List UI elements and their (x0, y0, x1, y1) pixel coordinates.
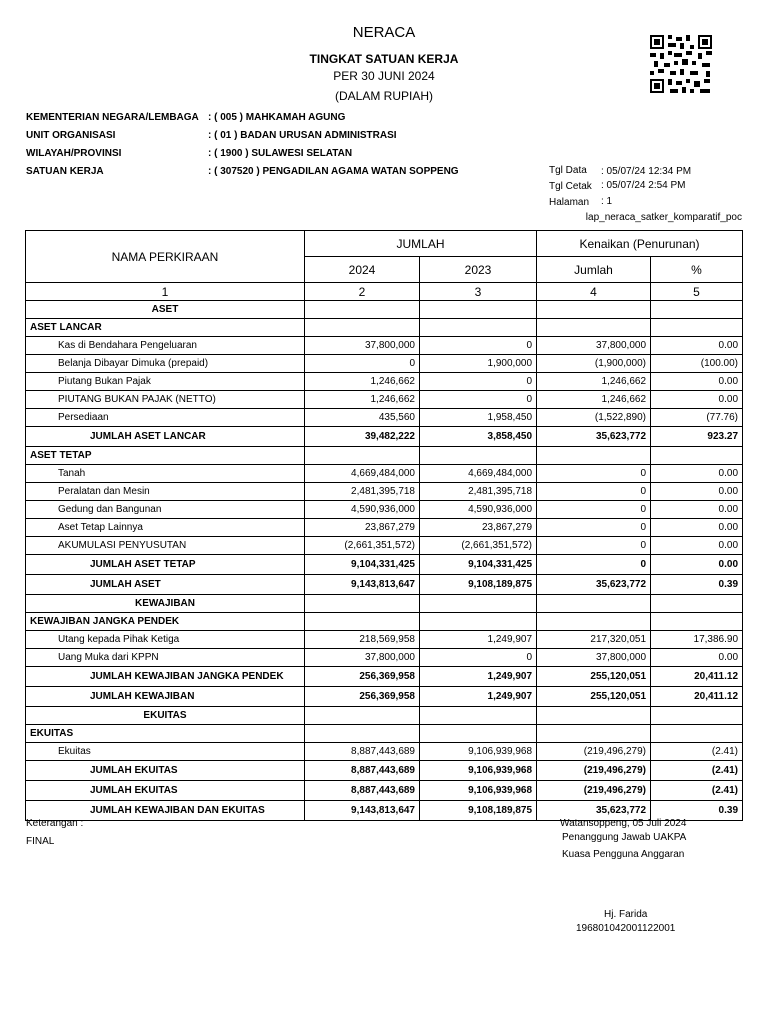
value-2024: 8,887,443,689 (305, 781, 420, 801)
row-name: ASET TETAP (26, 447, 305, 465)
row-name: JUMLAH EKUITAS (26, 761, 305, 781)
value-2024 (305, 447, 420, 465)
change-pct: 20,411.12 (651, 687, 743, 707)
change-pct (651, 301, 743, 319)
change-amount: 255,120,051 (537, 667, 651, 687)
signer-role-1: Penanggung Jawab UAKPA (562, 832, 687, 843)
table-row (26, 465, 743, 483)
row-name: JUMLAH ASET (26, 575, 305, 595)
table-row (26, 391, 743, 409)
col-header-jumlah: JUMLAH (305, 231, 537, 257)
note-value: FINAL (26, 836, 55, 847)
value-2023: 4,669,484,000 (420, 465, 537, 483)
value-2024: 9,143,813,647 (305, 575, 420, 595)
change-amount: (1,900,000) (537, 355, 651, 373)
change-pct: 0.39 (651, 575, 743, 595)
value-2024 (305, 595, 420, 613)
change-amount: 0 (537, 555, 651, 575)
row-name: AKUMULASI PENYUSUTAN (26, 537, 305, 555)
signer-nip: 196801042001122001 (576, 923, 676, 934)
row-name: Peralatan dan Mesin (26, 483, 305, 501)
total-row (26, 761, 743, 781)
change-amount: 1,246,662 (537, 391, 651, 409)
row-name: ASET LANCAR (26, 319, 305, 337)
info-label-kementerian: KEMENTERIAN NEGARA/LEMBAGA (26, 112, 199, 123)
value-2023: (2,661,351,572) (420, 537, 537, 555)
col-index: 1 (26, 283, 305, 301)
change-pct: 0.00 (651, 555, 743, 575)
row-name: Belanja Dibayar Dimuka (prepaid) (26, 355, 305, 373)
change-amount: 0 (537, 519, 651, 537)
value-2024: 1,246,662 (305, 373, 420, 391)
change-amount (537, 301, 651, 319)
value-2023: 2,481,395,718 (420, 483, 537, 501)
report-subtitle: TINGKAT SATUAN KERJA (309, 52, 459, 66)
value-2024: 256,369,958 (305, 667, 420, 687)
meta-label-halaman: Halaman (549, 197, 590, 208)
value-2023 (420, 301, 537, 319)
change-pct: 0.00 (651, 649, 743, 667)
note-label: Keterangan : (26, 818, 84, 829)
row-name: Piutang Bukan Pajak (26, 373, 305, 391)
place-date: Watansoppeng, 05 Juli 2024 (560, 818, 687, 829)
report-code: lap_neraca_satker_komparatif_poc (585, 212, 742, 223)
value-2023: 0 (420, 391, 537, 409)
meta-value-halaman: : 1 (601, 196, 613, 207)
info-label-wilayah: WILAYAH/PROVINSI (26, 148, 122, 159)
balance-sheet-table (25, 230, 743, 821)
meta-value-tgl-cetak: : 05/07/24 2:54 PM (601, 180, 686, 191)
info-value-wilayah: : ( 1900 ) SULAWESI SELATAN (208, 148, 353, 159)
row-name: Persediaan (26, 409, 305, 427)
row-name: Kas di Bendahara Pengeluaran (26, 337, 305, 355)
row-name: JUMLAH KEWAJIBAN (26, 687, 305, 707)
value-2024: 8,887,443,689 (305, 743, 420, 761)
value-2024: 39,482,222 (305, 427, 420, 447)
change-amount (537, 613, 651, 631)
change-amount: 0 (537, 483, 651, 501)
change-pct: 0.00 (651, 465, 743, 483)
change-pct (651, 595, 743, 613)
total-row (26, 427, 743, 447)
change-pct: 0.00 (651, 391, 743, 409)
value-2024: 9,104,331,425 (305, 555, 420, 575)
change-amount: 35,623,772 (537, 427, 651, 447)
row-name: KEWAJIBAN (26, 595, 305, 613)
total-row (26, 667, 743, 687)
value-2023: 23,867,279 (420, 519, 537, 537)
change-amount: (219,496,279) (537, 761, 651, 781)
balance-sheet-body (26, 301, 743, 821)
col-header-pct: % (651, 257, 743, 283)
row-name: ASET (26, 301, 305, 319)
table-row (26, 355, 743, 373)
row-name: JUMLAH KEWAJIBAN JANGKA PENDEK (26, 667, 305, 687)
value-2023: 9,106,939,968 (420, 781, 537, 801)
value-2024: 256,369,958 (305, 687, 420, 707)
change-pct (651, 447, 743, 465)
value-2024: 0 (305, 355, 420, 373)
value-2023: 0 (420, 373, 537, 391)
change-pct (651, 707, 743, 725)
value-2023 (420, 595, 537, 613)
info-value-unit-organisasi: : ( 01 ) BADAN URUSAN ADMINISTRASI (208, 130, 397, 141)
table-row (26, 519, 743, 537)
change-amount (537, 447, 651, 465)
change-pct: (2.41) (651, 743, 743, 761)
meta-value-tgl-data: : 05/07/24 12:34 PM (601, 166, 692, 177)
col-index: 4 (537, 283, 651, 301)
value-2024: 2,481,395,718 (305, 483, 420, 501)
change-amount: 37,800,000 (537, 337, 651, 355)
change-pct: (2.41) (651, 761, 743, 781)
change-pct: 0.00 (651, 373, 743, 391)
value-2023 (420, 319, 537, 337)
value-2024: 37,800,000 (305, 337, 420, 355)
value-2024: (2,661,351,572) (305, 537, 420, 555)
col-index: 2 (305, 283, 420, 301)
row-name: EKUITAS (26, 707, 305, 725)
table-row (26, 409, 743, 427)
value-2023: 1,958,450 (420, 409, 537, 427)
group-row (26, 319, 743, 337)
row-name: JUMLAH EKUITAS (26, 781, 305, 801)
change-amount: (219,496,279) (537, 743, 651, 761)
row-name: JUMLAH KEWAJIBAN DAN EKUITAS (26, 801, 305, 821)
total-row (26, 555, 743, 575)
value-2024: 23,867,279 (305, 519, 420, 537)
row-name: Tanah (26, 465, 305, 483)
change-pct (651, 319, 743, 337)
value-2024 (305, 725, 420, 743)
section-row (26, 707, 743, 725)
change-pct: 0.39 (651, 801, 743, 821)
change-amount: 0 (537, 501, 651, 519)
group-row (26, 613, 743, 631)
value-2024: 9,143,813,647 (305, 801, 420, 821)
signer-role-2: Kuasa Pengguna Anggaran (562, 849, 685, 860)
value-2023 (420, 725, 537, 743)
table-row (26, 743, 743, 761)
change-pct: 0.00 (651, 501, 743, 519)
change-amount: 0 (537, 537, 651, 555)
col-header-amount: Jumlah (537, 257, 651, 283)
value-2023: 0 (420, 649, 537, 667)
change-pct (651, 613, 743, 631)
signer-name: Hj. Farida (604, 909, 648, 920)
row-name: Utang kepada Pihak Ketiga (26, 631, 305, 649)
table-row (26, 373, 743, 391)
change-amount: (219,496,279) (537, 781, 651, 801)
table-row (26, 483, 743, 501)
value-2023: 9,108,189,875 (420, 575, 537, 595)
value-2023: 1,249,907 (420, 631, 537, 649)
col-index: 3 (420, 283, 537, 301)
value-2023 (420, 613, 537, 631)
report-period: PER 30 JUNI 2024 (333, 69, 435, 83)
row-name: KEWAJIBAN JANGKA PENDEK (26, 613, 305, 631)
table-row (26, 649, 743, 667)
value-2024: 4,669,484,000 (305, 465, 420, 483)
col-header-change: Kenaikan (Penurunan) (537, 231, 743, 257)
meta-label-tgl-cetak: Tgl Cetak (549, 181, 592, 192)
table-row (26, 631, 743, 649)
change-amount: 35,623,772 (537, 575, 651, 595)
value-2024: 435,560 (305, 409, 420, 427)
value-2023 (420, 707, 537, 725)
value-2024 (305, 613, 420, 631)
value-2023: 9,104,331,425 (420, 555, 537, 575)
change-amount: 0 (537, 465, 651, 483)
value-2024: 1,246,662 (305, 391, 420, 409)
col-index: 5 (651, 283, 743, 301)
section-row (26, 595, 743, 613)
change-pct: 20,411.12 (651, 667, 743, 687)
change-pct: (2.41) (651, 781, 743, 801)
value-2023: 9,106,939,968 (420, 761, 537, 781)
change-amount: 1,246,662 (537, 373, 651, 391)
value-2023: 3,858,450 (420, 427, 537, 447)
total-row (26, 781, 743, 801)
group-row (26, 725, 743, 743)
value-2023: 4,590,936,000 (420, 501, 537, 519)
row-name: Ekuitas (26, 743, 305, 761)
table-row (26, 537, 743, 555)
row-name: PIUTANG BUKAN PAJAK (NETTO) (26, 391, 305, 409)
value-2023: 1,900,000 (420, 355, 537, 373)
info-label-unit-organisasi: UNIT ORGANISASI (26, 130, 116, 141)
col-header-2023: 2023 (420, 257, 537, 283)
change-pct: 0.00 (651, 537, 743, 555)
change-amount: 217,320,051 (537, 631, 651, 649)
change-amount (537, 725, 651, 743)
meta-label-tgl-data: Tgl Data (549, 165, 587, 176)
info-value-kementerian: : ( 005 ) MAHKAMAH AGUNG (208, 112, 346, 123)
row-name: JUMLAH ASET LANCAR (26, 427, 305, 447)
qr-code-icon (650, 35, 712, 93)
value-2024: 37,800,000 (305, 649, 420, 667)
change-pct: (100.00) (651, 355, 743, 373)
info-label-satuan-kerja: SATUAN KERJA (26, 166, 104, 177)
table-row (26, 337, 743, 355)
value-2024 (305, 707, 420, 725)
group-row (26, 447, 743, 465)
change-pct: 0.00 (651, 337, 743, 355)
table-row (26, 501, 743, 519)
value-2024: 4,590,936,000 (305, 501, 420, 519)
value-2023 (420, 447, 537, 465)
row-name: EKUITAS (26, 725, 305, 743)
value-2023: 1,249,907 (420, 667, 537, 687)
report-title: NERACA (352, 24, 416, 41)
change-pct (651, 725, 743, 743)
change-amount (537, 707, 651, 725)
value-2024 (305, 319, 420, 337)
change-pct: 17,386.90 (651, 631, 743, 649)
col-header-2024: 2024 (305, 257, 420, 283)
report-currency-unit: (DALAM RUPIAH) (334, 89, 433, 103)
value-2023: 9,108,189,875 (420, 801, 537, 821)
value-2023: 0 (420, 337, 537, 355)
row-name: Gedung dan Bangunan (26, 501, 305, 519)
total-row (26, 687, 743, 707)
value-2023: 1,249,907 (420, 687, 537, 707)
row-name: Uang Muka dari KPPN (26, 649, 305, 667)
value-2024: 218,569,958 (305, 631, 420, 649)
info-value-satuan-kerja: : ( 307520 ) PENGADILAN AGAMA WATAN SOPPENG (208, 166, 459, 177)
row-name: Aset Tetap Lainnya (26, 519, 305, 537)
change-amount: (1,522,890) (537, 409, 651, 427)
change-pct: 923.27 (651, 427, 743, 447)
row-name: JUMLAH ASET TETAP (26, 555, 305, 575)
change-amount: 35,623,772 (537, 801, 651, 821)
total-row (26, 575, 743, 595)
change-pct: (77.76) (651, 409, 743, 427)
change-amount (537, 595, 651, 613)
value-2024 (305, 301, 420, 319)
value-2023: 9,106,939,968 (420, 743, 537, 761)
change-amount (537, 319, 651, 337)
col-header-name: NAMA PERKIRAAN (26, 231, 305, 283)
change-amount: 37,800,000 (537, 649, 651, 667)
change-pct: 0.00 (651, 483, 743, 501)
change-pct: 0.00 (651, 519, 743, 537)
value-2024: 8,887,443,689 (305, 761, 420, 781)
section-row (26, 301, 743, 319)
change-amount: 255,120,051 (537, 687, 651, 707)
